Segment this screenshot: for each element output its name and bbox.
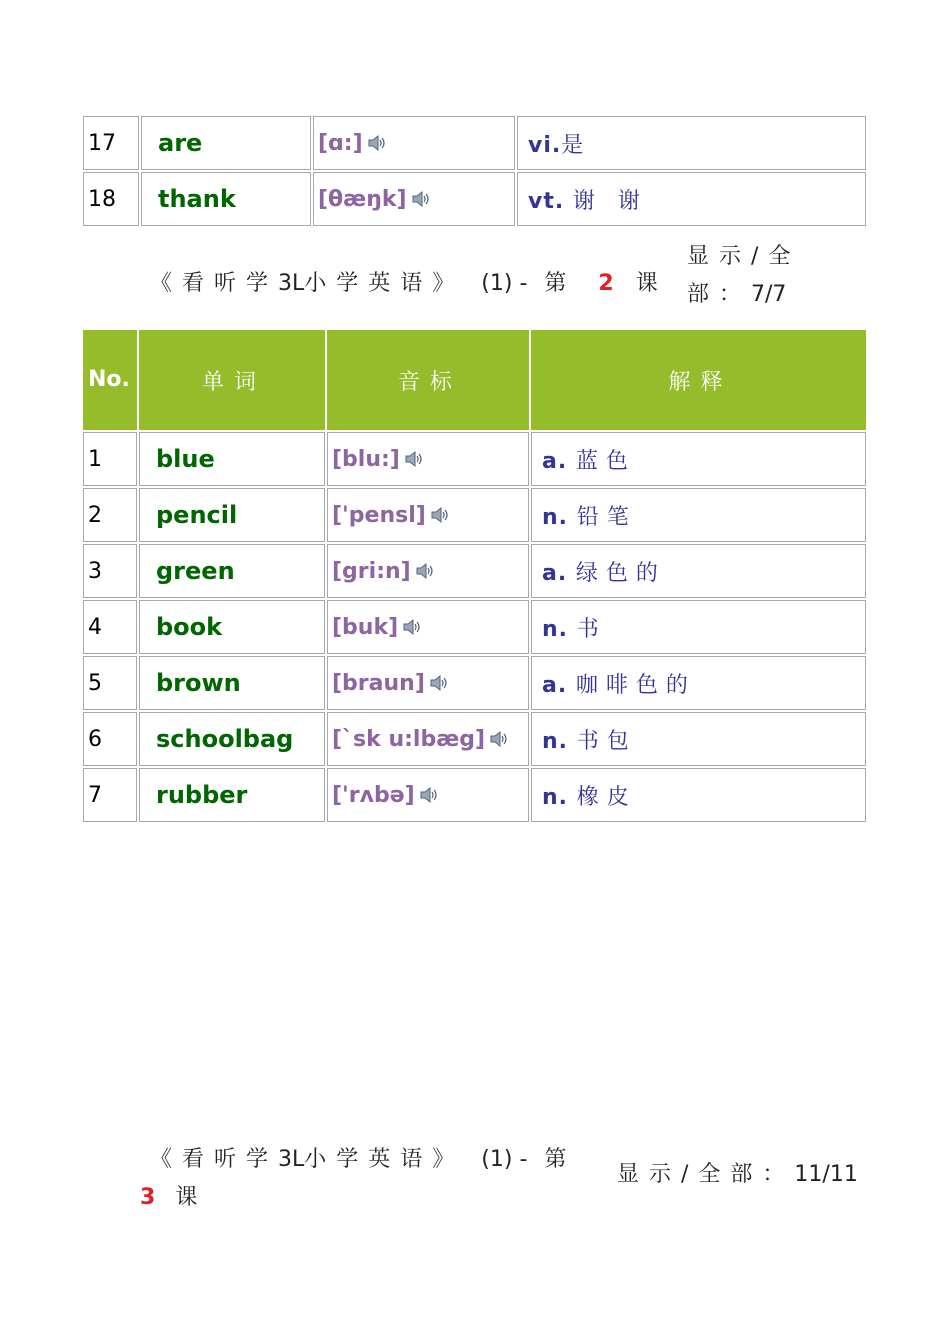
phonetic-cell (313, 172, 515, 226)
display-count (617, 1156, 858, 1194)
meaning-cell (531, 656, 866, 710)
title-ke: 课 (175, 1185, 208, 1210)
part-of-speech: n. (542, 728, 569, 754)
table-row (83, 768, 866, 822)
meaning: 蓝色 (575, 448, 636, 474)
speaker-icon[interactable] (415, 562, 435, 580)
phonetic-cell (327, 432, 529, 486)
phonetic-cell (327, 712, 529, 766)
title-level: 3L (278, 1147, 305, 1172)
part-of-speech: vt. (528, 188, 565, 214)
meaning: 橡皮 (576, 784, 637, 810)
phonetic: [`sk u:lbæg] (332, 726, 486, 752)
part-of-speech: n. (542, 504, 569, 530)
lesson-number: 2 (598, 271, 614, 296)
meaning: 是 (561, 132, 592, 158)
phonetic: ['pensl] (332, 502, 426, 528)
word-cell (139, 432, 325, 486)
display-count (687, 238, 817, 314)
phonetic: [braun] (332, 670, 425, 696)
word: green (156, 557, 235, 585)
word: brown (156, 669, 241, 697)
meaning-cell (517, 172, 866, 226)
title-prefix: 《看听学 (150, 1147, 279, 1172)
speaker-icon[interactable] (489, 730, 509, 748)
speaker-icon[interactable] (419, 786, 439, 804)
phonetic-cell (327, 544, 529, 598)
speaker-icon[interactable] (430, 506, 450, 524)
row-number: 2 (83, 488, 137, 542)
row-number: 7 (83, 768, 137, 822)
part-of-speech: vi. (528, 132, 562, 158)
meaning-cell (531, 712, 866, 766)
word-cell (139, 656, 325, 710)
display-count-value: 7/7 (751, 282, 787, 307)
word-cell (139, 600, 325, 654)
row-number: 4 (83, 600, 137, 654)
phonetic-cell (327, 488, 529, 542)
header-meaning: 解释 (531, 330, 866, 430)
title-di: 第 (544, 1147, 577, 1172)
meaning: 书包 (576, 728, 637, 754)
table-row (83, 712, 866, 766)
speaker-icon[interactable] (429, 674, 449, 692)
word-cell (141, 172, 311, 226)
vocab-table-top (81, 114, 868, 228)
phonetic-cell (327, 656, 529, 710)
title-di: 第 (544, 271, 577, 296)
meaning-cell (531, 544, 866, 598)
phonetic-cell (327, 600, 529, 654)
row-number: 18 (83, 172, 139, 226)
meaning-cell (517, 116, 866, 170)
part-of-speech: a. (542, 672, 568, 698)
row-number: 6 (83, 712, 137, 766)
display-label: 显示/全部： (617, 1162, 795, 1187)
table-row (83, 116, 866, 170)
table-row (83, 600, 866, 654)
speaker-icon[interactable] (402, 618, 422, 636)
title-ke: 课 (635, 271, 668, 296)
word: rubber (156, 781, 248, 809)
row-number: 5 (83, 656, 137, 710)
meaning: 绿色的 (575, 560, 666, 586)
meaning: 铅笔 (576, 504, 637, 530)
part-of-speech: n. (542, 784, 569, 810)
lesson-title (150, 266, 668, 297)
row-number: 3 (83, 544, 137, 598)
phonetic: [gri:n] (332, 558, 411, 584)
word: thank (158, 185, 236, 213)
display-label: 显示/全部： (687, 244, 801, 307)
header-phonetic: 音标 (327, 330, 529, 430)
table-row (83, 488, 866, 542)
word: book (156, 613, 223, 641)
word-cell (139, 712, 325, 766)
word: schoolbag (156, 725, 294, 753)
lesson-number: 3 (140, 1185, 156, 1210)
table-row (83, 656, 866, 710)
word: pencil (156, 501, 238, 529)
part-of-speech: a. (542, 560, 568, 586)
header-no: No. (83, 330, 137, 430)
word-cell (139, 768, 325, 822)
phonetic: [ɑ:] (318, 130, 363, 156)
meaning: 书 (576, 616, 607, 642)
title-mid: 小学英语》 (304, 271, 465, 296)
phonetic: ['rʌbə] (332, 782, 415, 808)
meaning-cell (531, 432, 866, 486)
title-level: 3L (278, 271, 305, 296)
meaning-cell (531, 768, 866, 822)
table-row (83, 432, 866, 486)
meaning-cell (531, 600, 866, 654)
word: blue (156, 445, 215, 473)
word-cell (139, 544, 325, 598)
part-of-speech: a. (542, 448, 568, 474)
speaker-icon[interactable] (367, 134, 387, 152)
meaning: 谢 谢 (572, 188, 648, 214)
part-of-speech: n. (542, 616, 569, 642)
table-row (83, 544, 866, 598)
word: are (158, 129, 203, 157)
lesson-title-line2 (140, 1183, 207, 1213)
phonetic-cell (313, 116, 515, 170)
meaning-cell (531, 488, 866, 542)
table-header (83, 330, 866, 430)
header-word: 单词 (139, 330, 325, 430)
title-volume: (1) - (481, 1147, 528, 1172)
phonetic: [blu:] (332, 446, 400, 472)
display-count-value: 11/11 (794, 1162, 858, 1187)
word-cell (141, 116, 311, 170)
table-row (83, 172, 866, 226)
lesson-title (150, 1137, 590, 1183)
title-volume: (1) - (481, 271, 528, 296)
word-cell (139, 488, 325, 542)
phonetic: [θæŋk] (318, 186, 407, 212)
title-mid: 小学英语》 (304, 1147, 465, 1172)
vocab-table (81, 328, 868, 824)
row-number: 1 (83, 432, 137, 486)
phonetic: [buk] (332, 614, 399, 640)
row-number: 17 (83, 116, 139, 170)
meaning: 咖啡色的 (575, 672, 696, 698)
phonetic-cell (327, 768, 529, 822)
speaker-icon[interactable] (411, 190, 431, 208)
title-prefix: 《看听学 (150, 271, 279, 296)
speaker-icon[interactable] (404, 450, 424, 468)
